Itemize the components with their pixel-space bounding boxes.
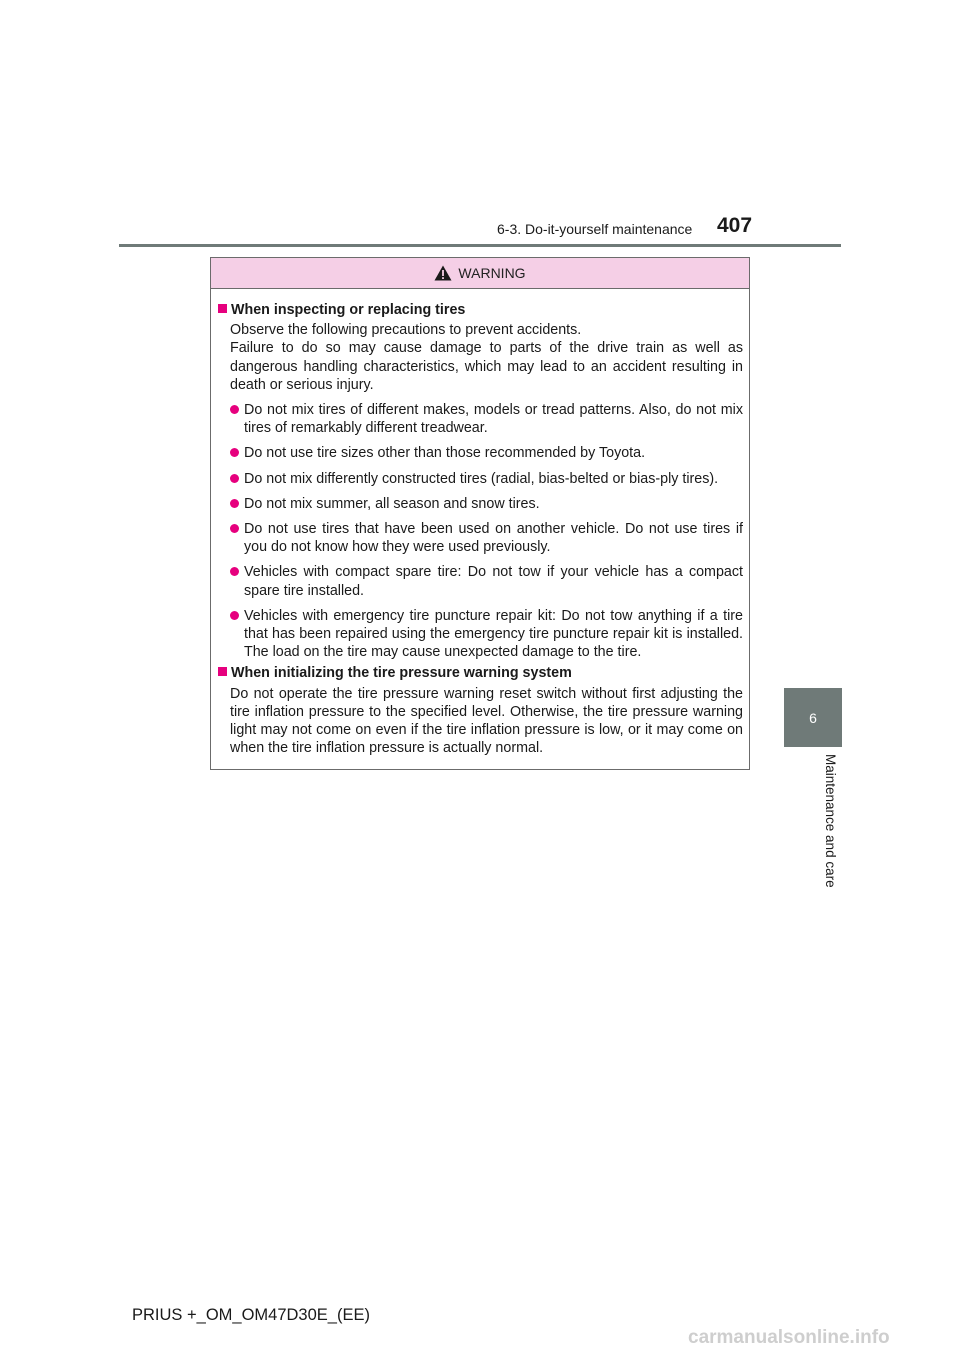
chapter-tab	[784, 688, 842, 747]
paragraph: Do not operate the tire pressure warning reset switch without first adjusting the tire inflation pressure to the specified level. Otherwise, the tire pressure warning light may not come on even if the tire inflation pressure is low, or it may come on when the tire inflation pressure is actually normal.	[230, 685, 743, 757]
warning-triangle-icon	[434, 265, 452, 281]
circle-bullet-icon	[230, 474, 239, 483]
list-item	[230, 401, 743, 437]
circle-bullet-icon	[230, 448, 239, 457]
section-heading-text: When initializing the tire pressure warning system	[231, 665, 572, 682]
section-heading	[218, 301, 743, 319]
warning-label: WARNING	[458, 265, 526, 281]
page-number: 407	[717, 214, 753, 237]
list-item-text: Do not use tires that have been used on another vehicle. Do not use tires if you do not know how they were used previously.	[244, 521, 743, 556]
circle-bullet-icon	[230, 567, 239, 576]
list-item-text: Vehicles with emergency tire puncture repair kit: Do not tow anything if a tire that has been repaired using the emergency tire puncture repair kit is installed. The load on the tire may cause unexpected damage to the tire.	[244, 607, 743, 661]
warning-body	[211, 289, 749, 757]
list-item-text: Do not use tire sizes other than those recommended by Toyota.	[244, 445, 646, 462]
square-bullet-icon	[218, 667, 227, 676]
circle-bullet-icon	[230, 405, 239, 414]
section-heading	[218, 664, 743, 682]
list-item	[230, 607, 743, 662]
list-item	[230, 563, 743, 599]
chapter-number: 6	[809, 709, 817, 726]
circle-bullet-icon	[230, 524, 239, 533]
list-item	[230, 495, 743, 513]
list-item-text: Do not mix summer, all season and snow tires.	[244, 495, 540, 512]
watermark: carmanualsonline.info	[688, 1327, 890, 1348]
warning-box	[210, 257, 750, 770]
list-item-text: Do not mix tires of different makes, models or tread patterns. Also, do not mix tires of remarkably different treadwear.	[244, 402, 743, 437]
warning-header	[211, 258, 749, 289]
chapter-label: Maintenance and care	[823, 754, 838, 888]
header-rule	[119, 244, 841, 247]
list-item	[230, 470, 743, 488]
paragraph: Observe the following precautions to prevent accidents.	[230, 322, 582, 339]
square-bullet-icon	[218, 304, 227, 313]
list-item	[230, 520, 743, 556]
section-title: 6-3. Do-it-yourself maintenance	[497, 221, 693, 237]
list-item-text: Do not mix differently constructed tires (radial, bias-belted or bias-ply tires).	[244, 470, 719, 487]
document-id: PRIUS +_OM_OM47D30E_(EE)	[132, 1306, 370, 1324]
circle-bullet-icon	[230, 611, 239, 620]
list-item-text: Vehicles with compact spare tire: Do not tow if your vehicle has a compact spare tire installed.	[244, 564, 743, 599]
paragraph: Failure to do so may cause damage to parts of the drive train as well as dangerous handling characteristics, which may lead to an accident resulting in death or serious injury.	[230, 340, 743, 393]
section-heading-text: When inspecting or replacing tires	[231, 302, 466, 318]
circle-bullet-icon	[230, 499, 239, 508]
list-item	[230, 444, 743, 462]
